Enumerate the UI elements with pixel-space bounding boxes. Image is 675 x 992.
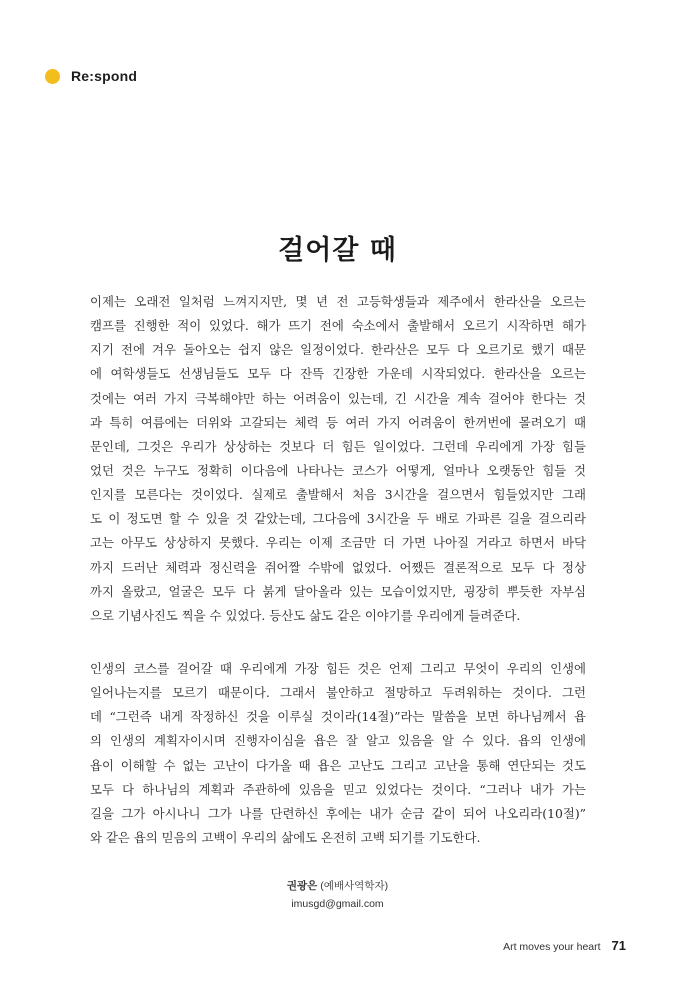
text-line: 으로 기념사진도 찍을 수 있었다. 등산도 삶도 같은 이야기를 우리에게 들려준다. <box>90 607 521 623</box>
text-line: 모두 다 하나님의 계획과 주관하에 있음을 믿고 있었다는 것이다. “그러나 내가 가는 <box>90 781 586 797</box>
section-dot-icon <box>45 69 60 84</box>
text-line: 일어나는지를 모르기 때문이다. 그래서 불안하고 절망하고 두려워하는 것이다. 그런 <box>90 685 586 701</box>
text-line: 지기 전에 겨우 돌아오는 쉽지 않은 일정이었다. 한라산은 모두 다 오르기로 했기 때문 <box>90 342 586 358</box>
article-title: 걸어갈 때 <box>278 235 397 267</box>
author-title: (예배사역학자) <box>320 880 389 892</box>
text-line: 까지 드러난 체력과 정신력을 쥐어짤 수밖에 없었다. 어쨌든 결론적으로 모두 다 정상 <box>90 559 586 575</box>
page-number: 71 <box>611 938 626 953</box>
text-line: 인지를 모른다는 것이었다. 실제로 출발해서 처음 3시간을 걸으면서 힘들었지만 그래 <box>90 487 586 503</box>
section-label: Re:spond <box>71 68 138 84</box>
text-line: 인생의 코스를 걸어갈 때 우리에게 가장 힘든 것은 언제 그리고 무엇이 우리의 인생에 <box>90 660 586 676</box>
text-line: 와 같은 욥의 믿음의 고백이 우리의 삶에도 온전히 고백 되기를 기도한다. <box>90 829 481 845</box>
author-credit <box>0 877 675 913</box>
text-line: 까지 올랐고, 얼굴은 모두 다 붉게 달아올라 있는 모습이었지만, 굉장히 뿌듯한 자부심 <box>90 583 586 599</box>
text-line: 었던 것은 누구도 정확히 이다음에 나타나는 코스가 어떻게, 얼마나 오랫동안 힘들 것 <box>90 462 586 478</box>
text-line: 문인데, 그것은 우리가 상상하는 것보다 더 힘든 일이었다. 그런데 우리에게 가장 힘들 <box>90 438 586 454</box>
text-line: 욥이 이해할 수 없는 고난이 다가올 때 욥은 고난도 그리고 고난을 통해 연단되는 것도 <box>90 757 586 773</box>
text-line: 고는 아무도 상상하지 못했다. 우리는 이제 조금만 더 가면 나아질 거라고 하면서 바닥 <box>90 535 586 551</box>
text-line: 캠프를 진행한 적이 있었다. 해가 뜨기 전에 숙소에서 출발해서 오르기 시작하면 해가 <box>90 318 586 334</box>
text-line: 데 “그런즉 내게 작정하신 것을 이루실 것이라(14절)”라는 말씀을 보면 하나님께서 욥 <box>90 709 586 725</box>
section-tag <box>45 68 137 84</box>
article-body <box>90 290 586 850</box>
page-footer <box>503 938 626 953</box>
text-line: 이제는 오래전 일처럼 느껴지지만, 몇 년 전 고등학생들과 제주에서 한라산을 오르는 <box>90 294 586 309</box>
text-line: 길을 그가 아시나니 그가 나를 단련하신 후에는 내가 순금 같이 되어 나오리라(10절)” <box>90 805 586 821</box>
article-paragraph-1 <box>90 290 586 628</box>
author-name: 권광은 <box>286 880 318 892</box>
author-email: imusgd@gmail.com <box>291 898 384 910</box>
text-line: 것에는 여러 가지 극복해야만 하는 어려움이 있는데, 긴 시간을 계속 걸어야 한다는 것 <box>90 390 586 406</box>
text-line: 과 특히 여름에는 더위와 고갈되는 체력 등 여러 가지 어려움이 한꺼번에 몰려오기 때 <box>90 414 586 430</box>
article-paragraph-2 <box>90 657 586 850</box>
footer-tagline: Art moves your heart <box>503 941 601 953</box>
text-line: 의 인생의 계획자이시며 진행자이심을 욥은 잘 알고 있음을 알 수 있다. 욥의 인생에 <box>90 733 586 749</box>
text-line: 에 여학생들도 선생님들도 모두 다 잔뜩 긴장한 가운데 시작되었다. 한라산을 오르는 <box>90 366 586 382</box>
text-line: 도 이 정도면 할 수 있을 것 같았는데, 그다음에 3시간을 두 배로 가파른 길을 걸으리라 <box>90 511 586 527</box>
